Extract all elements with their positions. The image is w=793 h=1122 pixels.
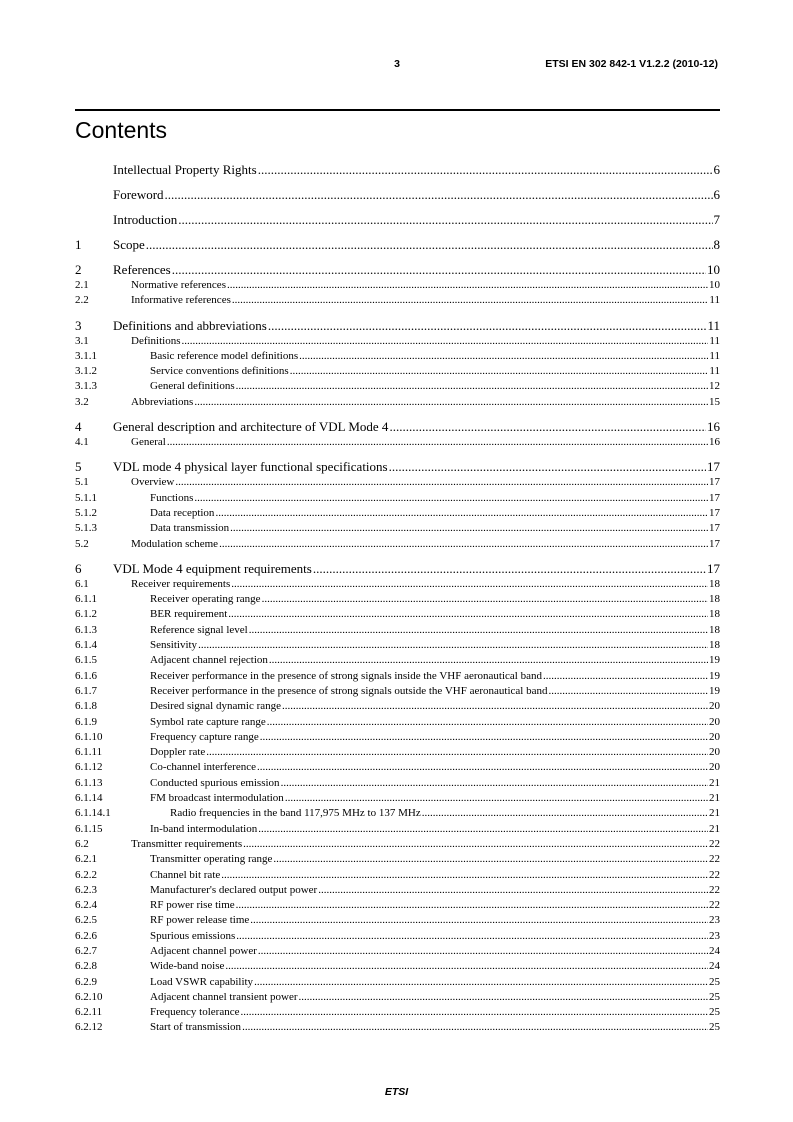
toc-entry[interactable] bbox=[75, 506, 720, 521]
toc-entry[interactable] bbox=[75, 592, 720, 607]
toc-entry-label: FM broadcast intermodulation bbox=[150, 792, 284, 805]
toc-entry-label: Modulation scheme bbox=[131, 537, 219, 550]
toc-entry-label: Doppler rate bbox=[150, 746, 206, 759]
toc-entry-number: 4 bbox=[75, 419, 82, 435]
toc-entry-number: 3.1.1 bbox=[75, 349, 97, 362]
toc-dot-leader bbox=[242, 1020, 708, 1035]
toc-entry-page: 21 bbox=[709, 776, 720, 789]
toc-entry-number: 3.1 bbox=[75, 334, 89, 347]
toc-entry-number: 5.1.1 bbox=[75, 491, 97, 504]
toc-entry-page: 20 bbox=[709, 730, 720, 743]
toc-entry-label: Reference signal level bbox=[150, 623, 248, 636]
toc-entry-number: 5.1 bbox=[75, 476, 89, 489]
toc-dot-leader bbox=[175, 475, 708, 490]
toc-entry-page: 10 bbox=[709, 279, 720, 291]
toc-entry-number: 6.1.15 bbox=[75, 822, 103, 835]
toc-dot-leader bbox=[225, 959, 708, 974]
toc-entry-number: 6.1.4 bbox=[75, 639, 97, 652]
toc-entry-number: 6.1.12 bbox=[75, 761, 103, 774]
toc-dot-leader bbox=[290, 364, 709, 379]
toc-entry-label: Foreword bbox=[113, 187, 164, 202]
toc-dot-leader bbox=[227, 278, 708, 293]
toc-entry-page: 11 bbox=[707, 317, 720, 333]
toc-entry-label: Informative references bbox=[131, 294, 231, 307]
toc-dot-leader bbox=[146, 237, 713, 253]
toc-entry-page: 20 bbox=[709, 700, 720, 713]
toc-entry-label: Receiver operating range bbox=[150, 593, 261, 606]
toc-entry-label: Adjacent channel transient power bbox=[150, 990, 298, 1003]
toc-dot-leader bbox=[167, 435, 708, 450]
toc-dot-leader bbox=[249, 623, 708, 638]
toc-entry[interactable] bbox=[75, 990, 720, 1005]
toc-entry-number: 6.1.7 bbox=[75, 684, 97, 697]
toc-entry-label: Introduction bbox=[113, 212, 178, 227]
toc-entry-label: Transmitter operating range bbox=[150, 853, 273, 866]
toc-dot-leader bbox=[543, 669, 708, 684]
toc-dot-leader bbox=[240, 1005, 708, 1020]
toc-dot-leader bbox=[206, 745, 708, 760]
toc-dot-leader bbox=[389, 419, 706, 435]
toc-entry-number: 6.1.14 bbox=[75, 792, 103, 805]
toc-entry-page: 22 bbox=[709, 868, 720, 881]
toc-entry-page: 17 bbox=[709, 491, 720, 504]
toc-entry-page: 18 bbox=[709, 623, 720, 636]
toc-entry-page: 17 bbox=[707, 560, 720, 576]
toc-dot-leader bbox=[243, 837, 708, 852]
toc-entry-page: 21 bbox=[709, 822, 720, 835]
toc-entry-label: VDL Mode 4 equipment requirements bbox=[113, 560, 312, 576]
toc-entry-number: 6.2.2 bbox=[75, 868, 97, 881]
toc-entry-page: 23 bbox=[709, 914, 720, 927]
toc-entry[interactable] bbox=[75, 822, 720, 837]
toc-entry[interactable] bbox=[75, 521, 720, 536]
toc-entry-page: 25 bbox=[709, 990, 720, 1003]
toc-entry[interactable] bbox=[75, 395, 720, 410]
toc-dot-leader bbox=[230, 521, 708, 536]
toc-dot-leader bbox=[549, 684, 709, 699]
toc-entry-label: Definitions and abbreviations bbox=[113, 317, 267, 333]
toc-entry-label: VDL mode 4 physical layer functional specifications bbox=[113, 459, 388, 475]
toc-entry-number: 6.2.10 bbox=[75, 990, 103, 1003]
toc-entry[interactable] bbox=[75, 868, 720, 883]
toc-dot-leader bbox=[260, 730, 708, 745]
toc-entry[interactable] bbox=[75, 944, 720, 959]
toc-entry-label: Sensitivity bbox=[150, 639, 198, 652]
toc-entry-label: Abbreviations bbox=[131, 395, 194, 408]
toc-entry-label: Manufacturer's declared output power bbox=[150, 883, 318, 896]
toc-entry-page: 23 bbox=[709, 929, 720, 942]
toc-entry-label: Frequency capture range bbox=[150, 730, 259, 743]
toc-entry-page: 6 bbox=[713, 162, 720, 177]
toc-entry-page: 20 bbox=[709, 715, 720, 728]
toc-entry-number: 6.2.11 bbox=[75, 1006, 103, 1019]
toc-dot-leader bbox=[221, 868, 708, 883]
toc-entry-page: 17 bbox=[709, 506, 720, 519]
toc-entry-number: 3.1.2 bbox=[75, 365, 97, 378]
toc-entry[interactable] bbox=[75, 318, 720, 334]
toc-entry-label: Adjacent channel rejection bbox=[150, 654, 268, 667]
toc-entry[interactable] bbox=[75, 475, 720, 490]
toc-entry[interactable] bbox=[75, 293, 720, 308]
toc-entry-number: 5.2 bbox=[75, 537, 89, 550]
toc-dot-leader bbox=[318, 883, 708, 898]
toc-entry[interactable] bbox=[75, 669, 720, 684]
header-rule bbox=[75, 109, 720, 111]
toc-entry-label: Wide-band noise bbox=[150, 960, 225, 973]
toc-dot-leader bbox=[194, 491, 708, 506]
toc-entry-number: 6.1.6 bbox=[75, 669, 97, 682]
toc-entry-page: 17 bbox=[709, 476, 720, 489]
toc-entry-label: In-band intermodulation bbox=[150, 822, 258, 835]
toc-dot-leader bbox=[389, 459, 706, 475]
toc-entry[interactable] bbox=[75, 852, 720, 867]
toc-dot-leader bbox=[299, 990, 708, 1005]
toc-entry-page: 6 bbox=[713, 187, 720, 202]
toc-entry-label: RF power rise time bbox=[150, 899, 235, 912]
toc-entry[interactable] bbox=[75, 715, 720, 730]
toc-entry-number: 6.1.3 bbox=[75, 623, 97, 636]
toc-dot-leader bbox=[262, 592, 708, 607]
page-number: 3 bbox=[394, 58, 400, 70]
toc-entry-page: 11 bbox=[709, 334, 720, 347]
toc-entry[interactable] bbox=[75, 607, 720, 622]
toc-entry-label: BER requirement bbox=[150, 608, 228, 621]
toc-entry-label: Definitions bbox=[131, 334, 181, 347]
toc-dot-leader bbox=[254, 975, 708, 990]
toc-entry-page: 21 bbox=[709, 792, 720, 805]
toc-entry-number: 6.2.5 bbox=[75, 914, 97, 927]
toc-entry-number: 5.1.2 bbox=[75, 506, 97, 519]
toc-entry-number: 6.2.7 bbox=[75, 944, 97, 957]
toc-entry[interactable] bbox=[75, 883, 720, 898]
contents-title: Contents bbox=[75, 117, 168, 143]
toc-entry[interactable] bbox=[75, 459, 720, 475]
toc-dot-leader bbox=[273, 852, 708, 867]
toc-dot-leader bbox=[258, 944, 708, 959]
table-of-contents bbox=[75, 162, 720, 1036]
footer-etsi: ETSI bbox=[384, 1086, 409, 1098]
document-id: ETSI EN 302 842-1 V1.2.2 (2010-12) bbox=[545, 58, 718, 70]
toc-entry-number: 4.1 bbox=[75, 436, 89, 449]
toc-entry[interactable] bbox=[75, 1005, 720, 1020]
toc-entry-number: 6.1.10 bbox=[75, 730, 103, 743]
toc-dot-leader bbox=[269, 653, 708, 668]
toc-entry[interactable] bbox=[75, 806, 720, 821]
toc-entry-label: Start of transmission bbox=[150, 1021, 242, 1034]
toc-entry[interactable] bbox=[75, 623, 720, 638]
toc-entry-page: 24 bbox=[709, 960, 720, 973]
toc-entry[interactable] bbox=[75, 684, 720, 699]
toc-entry[interactable] bbox=[75, 262, 720, 278]
toc-entry-page: 11 bbox=[709, 349, 720, 362]
toc-entry-label: Scope bbox=[113, 237, 145, 252]
toc-entry-label: Overview bbox=[131, 476, 175, 489]
toc-entry-label: Load VSWR capability bbox=[150, 975, 254, 988]
toc-entry-page: 18 bbox=[709, 577, 720, 590]
toc-entry-label: Radio frequencies in the band 117,975 MHz to 137 MHz bbox=[170, 807, 421, 820]
toc-entry[interactable] bbox=[75, 929, 720, 944]
toc-entry-label: Co-channel interference bbox=[150, 761, 256, 774]
toc-entry-page: 20 bbox=[709, 761, 720, 774]
toc-entry-label: Channel bit rate bbox=[150, 868, 221, 881]
toc-entry-number: 6.2.9 bbox=[75, 975, 97, 988]
toc-entry-page: 18 bbox=[709, 608, 720, 621]
toc-entry-label: Data reception bbox=[150, 506, 215, 519]
toc-entry-number: 6.1.1 bbox=[75, 593, 97, 606]
toc-dot-leader bbox=[228, 607, 708, 622]
toc-entry-page: 12 bbox=[709, 380, 720, 393]
toc-entry-label: General description and architecture of VDL Mode 4 bbox=[113, 419, 389, 435]
toc-entry-page: 19 bbox=[709, 654, 720, 667]
toc-entry-label: Adjacent channel power bbox=[150, 944, 257, 957]
toc-entry-page: 25 bbox=[709, 975, 720, 988]
toc-entry[interactable] bbox=[75, 435, 720, 450]
toc-entry-page: 15 bbox=[709, 395, 720, 408]
toc-entry-number: 5 bbox=[75, 459, 82, 475]
toc-entry-page: 16 bbox=[707, 419, 720, 435]
toc-entry-number: 6.2.1 bbox=[75, 853, 97, 866]
toc-entry-page: 8 bbox=[713, 237, 720, 252]
toc-entry-label: Basic reference model definitions bbox=[150, 349, 299, 362]
toc-entry-label: Desired signal dynamic range bbox=[150, 700, 282, 713]
toc-entry-number: 6.1.13 bbox=[75, 776, 103, 789]
toc-entry-page: 17 bbox=[707, 459, 720, 475]
toc-entry-label: Intellectual Property Rights bbox=[113, 162, 257, 177]
toc-entry[interactable] bbox=[75, 561, 720, 577]
toc-entry-number: 6 bbox=[75, 560, 82, 576]
toc-dot-leader bbox=[219, 537, 708, 552]
toc-entry-number: 6.1.8 bbox=[75, 700, 97, 713]
toc-dot-leader bbox=[236, 898, 708, 913]
toc-entry-label: Receiver requirements bbox=[131, 577, 231, 590]
toc-entry-number: 6.1.11 bbox=[75, 746, 103, 759]
toc-entry-number: 6.2.6 bbox=[75, 929, 97, 942]
toc-entry-number: 6.1 bbox=[75, 577, 89, 590]
toc-entry[interactable] bbox=[75, 699, 720, 714]
toc-entry-page: 25 bbox=[709, 1021, 720, 1034]
toc-dot-leader bbox=[165, 187, 713, 203]
toc-entry[interactable] bbox=[75, 364, 720, 379]
toc-dot-leader bbox=[236, 929, 708, 944]
toc-entry[interactable] bbox=[75, 187, 720, 203]
toc-entry[interactable] bbox=[75, 379, 720, 394]
toc-dot-leader bbox=[313, 561, 706, 577]
toc-entry[interactable] bbox=[75, 278, 720, 293]
toc-entry-page: 11 bbox=[709, 365, 720, 378]
toc-entry[interactable] bbox=[75, 791, 720, 806]
toc-entry-page: 19 bbox=[709, 684, 720, 697]
toc-entry-label: RF power release time bbox=[150, 914, 250, 927]
toc-entry-page: 17 bbox=[709, 522, 720, 535]
toc-entry-page: 18 bbox=[709, 639, 720, 652]
toc-dot-leader bbox=[268, 318, 707, 334]
toc-dot-leader bbox=[215, 506, 708, 521]
toc-entry[interactable] bbox=[75, 913, 720, 928]
toc-entry-number: 3 bbox=[75, 317, 82, 333]
toc-entry-label: Frequency tolerance bbox=[150, 1006, 240, 1019]
toc-entry-page: 16 bbox=[709, 436, 720, 449]
toc-entry-number: 6.2 bbox=[75, 837, 89, 850]
toc-entry[interactable] bbox=[75, 577, 720, 592]
toc-entry-number: 5.1.3 bbox=[75, 522, 97, 535]
toc-entry-label: Normative references bbox=[131, 279, 226, 291]
toc-entry-number: 1 bbox=[75, 237, 82, 252]
toc-dot-leader bbox=[172, 262, 706, 278]
toc-entry-page: 7 bbox=[713, 212, 720, 227]
toc-dot-leader bbox=[282, 699, 708, 714]
toc-entry[interactable] bbox=[75, 212, 720, 228]
toc-entry-page: 22 bbox=[709, 837, 720, 850]
toc-entry[interactable] bbox=[75, 975, 720, 990]
toc-entry-number: 2.2 bbox=[75, 294, 89, 307]
toc-entry[interactable] bbox=[75, 537, 720, 552]
toc-entry-number: 6.1.2 bbox=[75, 608, 97, 621]
toc-dot-leader bbox=[194, 395, 708, 410]
toc-entry[interactable] bbox=[75, 419, 720, 435]
toc-entry[interactable] bbox=[75, 237, 720, 253]
toc-entry-number: 6.2.12 bbox=[75, 1021, 103, 1034]
toc-entry-number: 6.2.8 bbox=[75, 960, 97, 973]
toc-entry-page: 21 bbox=[709, 807, 720, 820]
toc-dot-leader bbox=[258, 822, 708, 837]
toc-entry-label: References bbox=[113, 262, 171, 277]
toc-entry[interactable] bbox=[75, 653, 720, 668]
toc-entry-number: 6.1.5 bbox=[75, 654, 97, 667]
toc-dot-leader bbox=[250, 913, 708, 928]
toc-entry-number: 6.1.14.1 bbox=[75, 807, 111, 820]
toc-entry-label: Spurious emissions bbox=[150, 929, 236, 942]
toc-entry-label: Receiver performance in the presence of strong signals outside the VHF aeronautical band bbox=[150, 684, 548, 697]
toc-entry-page: 22 bbox=[709, 853, 720, 866]
toc-dot-leader bbox=[257, 760, 708, 775]
toc-dot-leader bbox=[236, 379, 708, 394]
toc-entry[interactable] bbox=[75, 491, 720, 506]
toc-entry-page: 20 bbox=[709, 746, 720, 759]
toc-entry-page: 22 bbox=[709, 899, 720, 912]
toc-dot-leader bbox=[267, 715, 708, 730]
toc-entry[interactable] bbox=[75, 162, 720, 178]
toc-dot-leader bbox=[178, 212, 712, 228]
toc-entry-label: General definitions bbox=[150, 380, 235, 393]
toc-entry-page: 17 bbox=[709, 537, 720, 550]
toc-dot-leader bbox=[232, 293, 709, 308]
toc-entry[interactable] bbox=[75, 837, 720, 852]
toc-dot-leader bbox=[299, 349, 708, 364]
toc-entry-number: 6.1.9 bbox=[75, 715, 97, 728]
toc-entry[interactable] bbox=[75, 760, 720, 775]
toc-entry[interactable] bbox=[75, 638, 720, 653]
toc-entry[interactable] bbox=[75, 776, 720, 791]
toc-entry-number: 2 bbox=[75, 262, 82, 277]
toc-entry[interactable] bbox=[75, 959, 720, 974]
toc-entry-page: 10 bbox=[707, 262, 720, 277]
toc-entry-label: Functions bbox=[150, 491, 194, 504]
toc-entry[interactable] bbox=[75, 730, 720, 745]
toc-entry-page: 22 bbox=[709, 883, 720, 896]
toc-entry-number: 6.2.4 bbox=[75, 899, 97, 912]
toc-entry-page: 11 bbox=[709, 294, 720, 307]
toc-entry[interactable] bbox=[75, 745, 720, 760]
toc-entry-label: Service conventions definitions bbox=[150, 365, 289, 378]
toc-dot-leader bbox=[182, 334, 709, 349]
toc-entry-number: 2.1 bbox=[75, 279, 89, 291]
toc-entry-label: Conducted spurious emission bbox=[150, 776, 280, 789]
toc-dot-leader bbox=[285, 791, 708, 806]
toc-entry-number: 3.1.3 bbox=[75, 380, 97, 393]
toc-entry-number: 6.2.3 bbox=[75, 883, 97, 896]
toc-entry-page: 25 bbox=[709, 1006, 720, 1019]
toc-entry-page: 24 bbox=[709, 944, 720, 957]
toc-entry[interactable] bbox=[75, 334, 720, 349]
toc-entry-label: General bbox=[131, 436, 166, 449]
toc-entry[interactable] bbox=[75, 1020, 720, 1035]
toc-entry-label: Data transmission bbox=[150, 522, 230, 535]
toc-dot-leader bbox=[198, 638, 708, 653]
toc-dot-leader bbox=[258, 162, 713, 178]
toc-entry-number: 3.2 bbox=[75, 395, 89, 408]
toc-entry-label: Receiver performance in the presence of strong signals inside the VHF aeronautical band bbox=[150, 669, 542, 682]
toc-entry-label: Symbol rate capture range bbox=[150, 715, 266, 728]
toc-dot-leader bbox=[231, 577, 708, 592]
toc-entry[interactable] bbox=[75, 898, 720, 913]
toc-dot-leader bbox=[281, 776, 708, 791]
toc-entry-page: 18 bbox=[709, 593, 720, 606]
toc-entry-label: Transmitter requirements bbox=[131, 837, 243, 850]
toc-entry-page: 19 bbox=[709, 669, 720, 682]
toc-dot-leader bbox=[422, 806, 708, 821]
toc-entry[interactable] bbox=[75, 349, 720, 364]
